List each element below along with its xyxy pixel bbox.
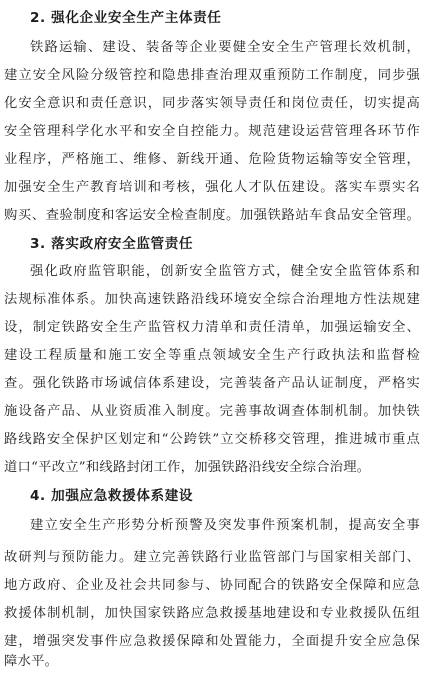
paragraph-line: 化安全意识和责任意识，同步落实领导责任和岗位责任，切实提高 [4,96,420,111]
paragraph-line: 施设备产品、从业资质准入制度。完善事故调查体制机制。加快铁 [4,404,420,419]
paragraph-line: 安全管理科学化水平和安全自控能力。规范建设运营管理各环节作 [4,124,420,139]
paragraph-line: 购买、查验制度和客运安全检查制度。加强铁路站车食品安全管理。 [4,208,420,223]
section-heading-2: 2. 强化企业安全生产主体责任 [30,10,222,26]
section-heading-4: 4. 加强应急救援体系建设 [30,488,194,504]
paragraph-line: 设，制定铁路安全生产监管权力清单和责任清单，加强运输安全、 [4,320,420,335]
paragraph-line: 救援体制机制，加快国家铁路应急救援基地建设和专业救援队伍组 [4,606,420,621]
paragraph-line: 建，增强突发事件应急救援保障和处置能力，全面提升安全应急保 [4,634,420,649]
paragraph-line: 故研判与预防能力。建立完善铁路行业监管部门与国家相关部门、 [4,550,420,565]
paragraph-line: 铁路运输、建设、装备等企业要健全安全生产管理长效机制， [30,40,420,55]
paragraph-line: 地方政府、企业及社会共同参与、协同配合的铁路安全保障和应急 [4,578,420,593]
paragraph-line: 法规标准体系。加快高速铁路沿线环境安全综合治理地方性法规建 [4,292,420,307]
paragraph-line: 建立安全风险分级管控和隐患排查治理双重预防工作制度，同步强 [4,68,420,83]
paragraph-line: 业程序，严格施工、维修、新线开通、危险货物运输等安全管理， [4,152,420,167]
section-heading-3: 3. 落实政府安全监管责任 [30,236,194,252]
paragraph-line: 路线路安全保护区划定和“公跨铁”立交桥移交管理，推进城市重点 [4,432,420,447]
paragraph-line: 查。强化铁路市场诚信体系建设，完善装备产品认证制度，严格实 [4,376,420,391]
paragraph-line: 道口“平改立”和线路封闭工作，加强铁路沿线安全综合治理。 [4,460,371,475]
paragraph-line: 强化政府监管职能，创新安全监管方式，健全安全监管体系和 [30,264,420,279]
paragraph-line: 障水平。 [4,654,59,669]
paragraph-line: 建立安全生产形势分析预警及突发事件预案机制，提高安全事 [30,518,420,533]
paragraph-line: 建设工程质量和施工安全等重点领域安全生产行政执法和监督检 [4,348,420,363]
paragraph-line: 加强安全生产教育培训和考核，强化人才队伍建设。落实车票实名 [4,180,420,195]
